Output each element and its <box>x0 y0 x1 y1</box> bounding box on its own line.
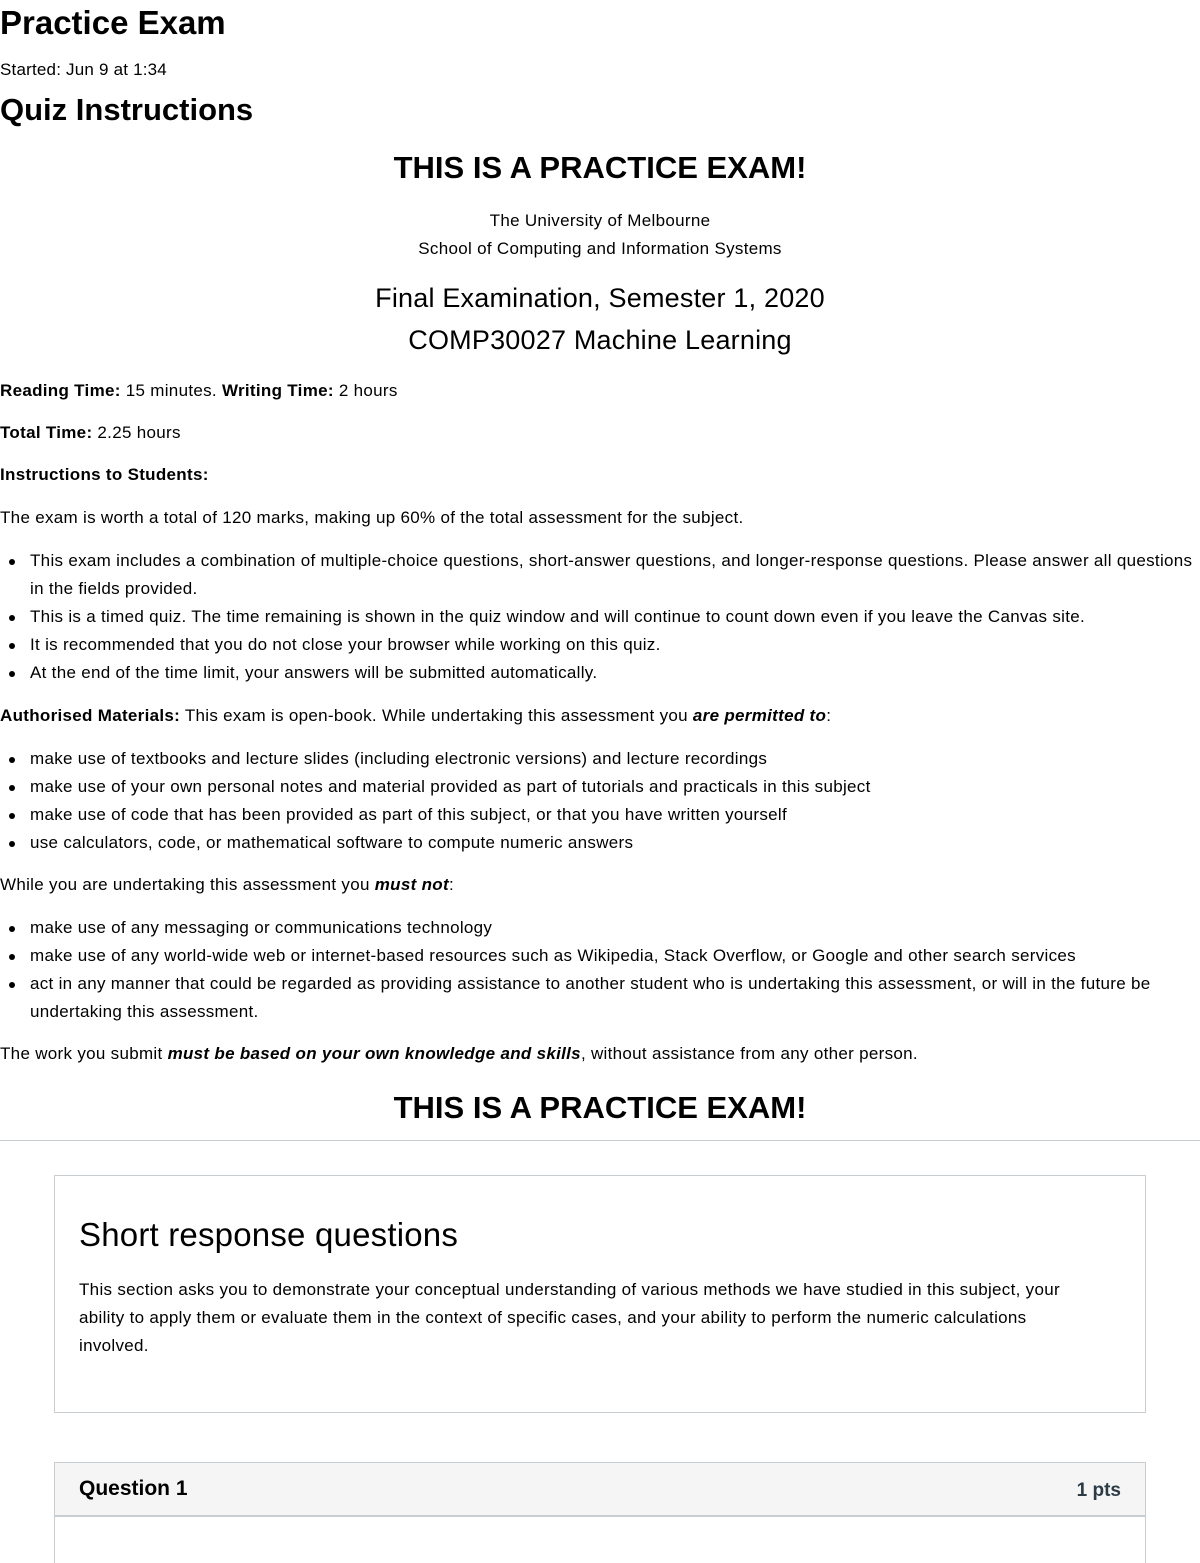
must-not-emphasis: must not <box>374 875 449 894</box>
list-item: make use of your own personal notes and material provided as part of tutorials and practicals in this subject <box>0 773 1200 801</box>
page-title: Practice Exam <box>0 4 226 41</box>
authorised-text: This exam is open-book. While undertaking this assessment you <box>180 706 693 725</box>
question-points: 1 pts <box>1076 1480 1121 1501</box>
list-item: It is recommended that you do not close your browser while working on this quiz. <box>0 631 1200 659</box>
total-time-label: Total Time: <box>0 423 93 442</box>
reading-time-label: Reading Time: <box>0 381 121 400</box>
exam-worth-text: The exam is worth a total of 120 marks, making up 60% of the total assessment for the subject. <box>0 508 744 527</box>
question-header <box>55 1463 1145 1517</box>
exam-name: Final Examination, Semester 1, 2020 <box>375 283 825 313</box>
school-name: School of Computing and Information Systems <box>418 239 782 258</box>
students-label-text: Instructions to Students: <box>0 465 209 484</box>
authorised-materials <box>0 706 831 726</box>
permitted-suffix: : <box>826 706 832 725</box>
must-not-intro <box>0 875 454 895</box>
list-item: At the end of the time limit, your answers will be submitted automatically. <box>0 659 1200 687</box>
must-not-suffix: : <box>448 875 454 894</box>
own-work-statement <box>0 1044 918 1064</box>
list-item: This exam includes a combination of multiple-choice questions, short-answer questions, and longer-response questions. Please answer all questions in the fields provided. <box>0 547 1200 603</box>
list-item: make use of any messaging or communications technology <box>0 914 1200 942</box>
question-name: Question 1 <box>79 1477 188 1500</box>
divider <box>0 1140 1200 1141</box>
quiz-instructions-heading: Quiz Instructions <box>0 92 254 127</box>
list-item: make use of code that has been provided as part of this subject, or that you have written yourself <box>0 801 1200 829</box>
writing-time-value: 2 hours <box>333 381 398 400</box>
reading-writing-time <box>0 381 398 401</box>
total-time <box>0 423 181 443</box>
list-item: act in any manner that could be regarded as providing assistance to another student who is undertaking this assessment, or will in the future be undertaking this assessment. <box>0 970 1200 1026</box>
practice-banner-bottom: THIS IS A PRACTICE EXAM! <box>393 1090 807 1125</box>
own-work-prefix: The work you submit <box>0 1044 168 1063</box>
course-name: COMP30027 Machine Learning <box>408 325 792 355</box>
section-panel <box>54 1175 1146 1413</box>
student-instructions-list <box>0 547 1200 687</box>
must-not-prefix: While you are undertaking this assessment you <box>0 875 375 894</box>
list-item: This is a timed quiz. The time remaining is shown in the quiz window and will continue to count down even if you leave the Canvas site. <box>0 603 1200 631</box>
list-item: make use of any world-wide web or internet-based resources such as Wikipedia, Stack Overflow, or Google and other search services <box>0 942 1200 970</box>
own-work-suffix: , without assistance from any other person. <box>580 1044 918 1063</box>
permitted-emphasis: are permitted to <box>692 706 827 725</box>
permitted-list <box>0 745 1200 857</box>
started-timestamp: Started: Jun 9 at 1:34 <box>0 60 167 79</box>
question-card <box>54 1462 1146 1563</box>
list-item: make use of textbooks and lecture slides (including electronic versions) and lecture recordings <box>0 745 1200 773</box>
total-time-value: 2.25 hours <box>92 423 181 442</box>
students-instructions-label <box>0 465 209 485</box>
section-description: This section asks you to demonstrate your conceptual understanding of various methods we have studied in this subject, your ability to apply them or evaluate them in the context of specific cases, and your ability to perform the numeric calculations involved. <box>79 1280 1060 1355</box>
writing-time-label: Writing Time: <box>221 381 334 400</box>
own-work-emphasis: must be based on your own knowledge and skills <box>167 1044 581 1063</box>
reading-time-value: 15 minutes. <box>120 381 222 400</box>
practice-banner-top: THIS IS A PRACTICE EXAM! <box>393 150 807 185</box>
university-name: The University of Melbourne <box>489 211 711 230</box>
list-item: use calculators, code, or mathematical software to compute numeric answers <box>0 829 1200 857</box>
forbidden-list <box>0 914 1200 1026</box>
section-title: Short response questions <box>79 1216 459 1253</box>
authorised-label: Authorised Materials: <box>0 706 181 725</box>
